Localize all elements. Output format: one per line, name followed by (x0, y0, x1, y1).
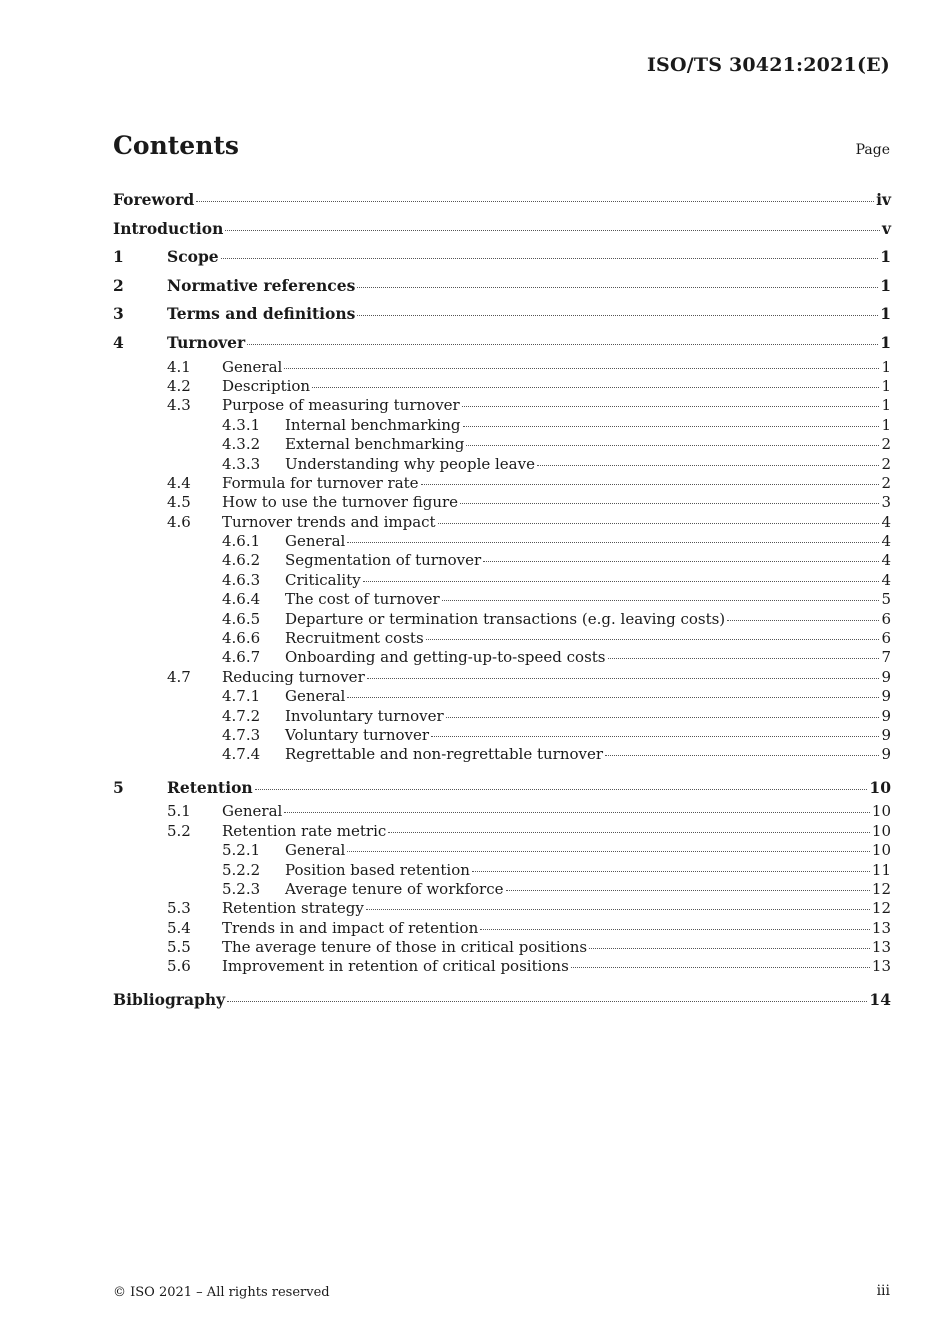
toc-entry-title: Voluntary turnover (285, 725, 430, 744)
contents-title: Contents (113, 131, 240, 160)
dot-leader (571, 966, 870, 968)
dot-leader (357, 286, 878, 288)
toc-entry-title: Normative references (167, 275, 356, 295)
toc-entry-page: 10 (871, 841, 891, 860)
dot-leader (388, 831, 870, 833)
dot-leader (438, 522, 880, 524)
table-of-contents (113, 186, 891, 1014)
toc-entry-page: 1 (881, 357, 891, 376)
toc-entry-title: Foreword (113, 190, 195, 209)
toc-entry-page: 10 (871, 821, 891, 840)
toc-entry-title: General (222, 357, 283, 376)
toc-entry[interactable] (113, 629, 891, 648)
toc-entry-title: Involuntary turnover (285, 706, 444, 725)
toc-entry-title: External benchmarking (285, 435, 465, 454)
toc-entry-title: Scope (167, 247, 219, 267)
toc-entry-title: Turnover (167, 332, 246, 352)
toc-entry[interactable] (113, 243, 891, 272)
toc-entry-title: Retention (167, 777, 253, 797)
toc-entry-number: 2 (113, 275, 124, 295)
toc-entry-number: 5.2.2 (222, 860, 261, 879)
dot-leader (727, 619, 879, 621)
toc-entry-page: 9 (881, 667, 891, 686)
toc-entry-title: The cost of turnover (285, 590, 440, 609)
toc-entry-number: 5 (113, 777, 124, 797)
toc-entry-page: 14 (869, 989, 891, 1009)
toc-entry-page: 6 (881, 609, 891, 628)
toc-entry[interactable] (113, 377, 891, 396)
dot-leader (225, 229, 880, 231)
toc-entry-title: Bibliography (113, 989, 226, 1009)
toc-entry-number: 4.7.4 (222, 745, 261, 764)
toc-entry[interactable] (113, 571, 891, 590)
toc-entry-page: v (881, 218, 891, 238)
toc-entry-title: Onboarding and getting-up-to-speed costs (285, 648, 606, 667)
toc-entry-title: Description (222, 376, 311, 395)
dot-leader (196, 200, 874, 202)
toc-entry-title: General (285, 532, 346, 551)
toc-entry-page: 6 (881, 629, 891, 648)
toc-entry-number: 4.7.1 (222, 687, 261, 706)
toc-entry[interactable] (113, 707, 891, 726)
dot-leader (463, 425, 880, 427)
dot-leader (347, 541, 879, 543)
dot-leader (608, 657, 880, 659)
toc-entry-number: 4.5 (167, 493, 191, 512)
toc-entry-page: 1 (881, 376, 891, 395)
dot-leader (537, 464, 879, 466)
toc-entry-page: 1 (880, 332, 891, 352)
toc-entry-page: 11 (871, 860, 891, 879)
toc-entry-page: iv (876, 190, 891, 209)
toc-entry[interactable] (113, 957, 891, 976)
toc-entry-number: 5.1 (167, 802, 191, 821)
toc-entry-number: 4.7 (167, 667, 191, 686)
dot-leader (446, 716, 880, 718)
dot-leader (466, 444, 879, 446)
dot-leader (221, 257, 879, 259)
toc-entry-number: 4.7.3 (222, 725, 261, 744)
dot-leader (442, 599, 880, 601)
dot-leader (589, 947, 870, 949)
dot-leader (483, 560, 879, 562)
dot-leader (462, 405, 880, 407)
dot-leader (460, 502, 879, 504)
dot-leader (312, 386, 879, 388)
toc-entry-page: 4 (881, 532, 891, 551)
toc-entry-page: 1 (881, 415, 891, 434)
dot-leader (363, 580, 880, 582)
toc-entry[interactable] (113, 272, 891, 301)
toc-entry-title: Formula for turnover rate (222, 473, 419, 492)
toc-entry[interactable] (113, 590, 891, 609)
toc-entry-number: 5.6 (167, 957, 191, 976)
toc-entry-title: Introduction (113, 218, 224, 238)
toc-entry-page: 10 (869, 777, 891, 797)
toc-entry[interactable] (113, 802, 891, 821)
toc-entry[interactable] (113, 551, 891, 570)
toc-entry-page: 9 (881, 687, 891, 706)
toc-entry-title: Departure or termination transactions (e.g. leaving costs) (285, 609, 726, 628)
toc-entry-number: 4.7.2 (222, 706, 261, 725)
dot-leader (426, 638, 880, 640)
toc-entry-number: 4 (113, 332, 124, 352)
toc-entry-page: 13 (871, 918, 891, 937)
toc-entry[interactable] (113, 186, 891, 215)
toc-entry-title: General (285, 687, 346, 706)
dot-leader (227, 1000, 867, 1002)
toc-entry-page: 9 (881, 725, 891, 744)
toc-entry-number: 4.6.3 (222, 570, 261, 589)
dot-leader (366, 908, 870, 910)
toc-entry[interactable] (113, 358, 891, 377)
document-id: ISO/TS 30421:2021(E) (646, 54, 890, 76)
toc-entry-page: 9 (881, 745, 891, 764)
dot-leader (284, 811, 870, 813)
toc-entry-number: 4.3.3 (222, 454, 261, 473)
dot-leader (421, 483, 880, 485)
dot-leader (357, 314, 878, 316)
toc-entry[interactable] (113, 532, 891, 551)
toc-entry-title: How to use the turnover figure (222, 493, 459, 512)
toc-entry-page: 12 (871, 899, 891, 918)
toc-entry-title: Regrettable and non-regrettable turnover (285, 745, 604, 764)
toc-entry-title: Retention rate metric (222, 821, 387, 840)
toc-entry-page: 7 (881, 648, 891, 667)
toc-entry-title: General (222, 802, 283, 821)
toc-entry-number: 4.6 (167, 512, 191, 531)
toc-entry-page: 5 (881, 590, 891, 609)
toc-entry-title: General (285, 841, 346, 860)
toc-entry-title: Position based retention (285, 860, 470, 879)
toc-entry-number: 3 (113, 304, 124, 324)
toc-entry-number: 4.6.6 (222, 629, 261, 648)
toc-entry-number: 4.6.7 (222, 648, 261, 667)
toc-entry-title: Trends in and impact of retention (222, 918, 479, 937)
toc-entry-title: Turnover trends and impact (222, 512, 436, 531)
dot-leader (367, 677, 880, 679)
dot-leader (506, 889, 870, 891)
toc-entry-title: The average tenure of those in critical positions (222, 938, 588, 957)
toc-entry-title: Average tenure of workforce (285, 879, 504, 898)
toc-entry[interactable] (113, 861, 891, 880)
toc-entry-page: 3 (881, 493, 891, 512)
toc-entry-page: 4 (881, 512, 891, 531)
toc-entry-page: 10 (871, 802, 891, 821)
toc-entry[interactable] (113, 919, 891, 938)
toc-entry[interactable] (113, 822, 891, 841)
toc-entry[interactable] (113, 416, 891, 435)
toc-entry-number: 4.2 (167, 376, 191, 395)
toc-entry[interactable] (113, 986, 891, 1015)
dot-leader (605, 754, 879, 756)
toc-entry-page: 4 (881, 551, 891, 570)
toc-entry[interactable] (113, 329, 891, 358)
toc-entry-number: 5.2.3 (222, 879, 261, 898)
toc-entry-title: Internal benchmarking (285, 415, 461, 434)
toc-entry-number: 5.2 (167, 821, 191, 840)
toc-entry[interactable] (113, 455, 891, 474)
dot-leader (284, 367, 879, 369)
toc-entry-title: Terms and definitions (167, 304, 356, 324)
dot-leader (255, 788, 868, 790)
toc-entry-page: 1 (880, 275, 891, 295)
toc-entry-title: Criticality (285, 570, 361, 589)
toc-entry[interactable] (113, 215, 891, 244)
toc-entry[interactable] (113, 513, 891, 532)
dot-leader (347, 696, 879, 698)
toc-entry[interactable] (113, 435, 891, 454)
toc-entry-number: 4.4 (167, 473, 191, 492)
toc-entry[interactable] (113, 899, 891, 918)
toc-entry[interactable] (113, 774, 891, 803)
dot-leader (480, 928, 870, 930)
toc-entry-page: 13 (871, 938, 891, 957)
toc-entry-page: 9 (881, 706, 891, 725)
toc-entry[interactable] (113, 668, 891, 687)
toc-entry-number: 5.5 (167, 938, 191, 957)
toc-entry-page: 4 (881, 570, 891, 589)
dot-leader (347, 850, 870, 852)
toc-entry-page: 1 (880, 247, 891, 267)
page-column-label: Page (855, 142, 890, 158)
toc-entry-title: Purpose of measuring turnover (222, 396, 460, 415)
toc-entry-title: Segmentation of turnover (285, 551, 482, 570)
toc-entry-page: 2 (881, 454, 891, 473)
toc-entry-number: 5.4 (167, 918, 191, 937)
toc-entry-number: 4.6.4 (222, 590, 261, 609)
toc-entry[interactable] (113, 610, 891, 629)
toc-entry-number: 4.1 (167, 357, 191, 376)
toc-entry-title: Understanding why people leave (285, 454, 535, 473)
copyright-notice: © ISO 2021 – All rights reserved (113, 1285, 330, 1300)
toc-entry-page: 2 (881, 435, 891, 454)
toc-entry[interactable] (113, 687, 891, 706)
toc-entry-title: Recruitment costs (285, 629, 424, 648)
toc-entry[interactable] (113, 396, 891, 415)
dot-leader (472, 870, 870, 872)
toc-entry-number: 4.6.1 (222, 532, 261, 551)
toc-entry[interactable] (113, 938, 891, 957)
toc-entry-number: 4.6.5 (222, 609, 261, 628)
toc-entry-number: 5.3 (167, 899, 191, 918)
toc-entry-title: Reducing turnover (222, 667, 365, 686)
toc-entry-number: 4.3.1 (222, 415, 261, 434)
toc-entry-number: 1 (113, 247, 124, 267)
toc-entry-number: 5.2.1 (222, 841, 261, 860)
toc-entry[interactable] (113, 300, 891, 329)
toc-entry-page: 13 (871, 957, 891, 976)
toc-entry-page: 1 (880, 304, 891, 324)
toc-entry-number: 4.3 (167, 396, 191, 415)
dot-leader (247, 343, 878, 345)
toc-entry-title: Retention strategy (222, 899, 364, 918)
toc-entry[interactable] (113, 726, 891, 745)
toc-entry-number: 4.3.2 (222, 435, 261, 454)
toc-entry[interactable] (113, 493, 891, 512)
toc-entry[interactable] (113, 474, 891, 493)
toc-entry-page: 2 (881, 473, 891, 492)
dot-leader (431, 735, 879, 737)
toc-entry-title: Improvement in retention of critical positions (222, 957, 569, 976)
toc-entry-page: 1 (881, 396, 891, 415)
toc-entry-page: 12 (871, 879, 891, 898)
toc-entry[interactable] (113, 841, 891, 860)
page-number: iii (876, 1283, 890, 1299)
toc-entry-number: 4.6.2 (222, 551, 261, 570)
toc-entry[interactable] (113, 648, 891, 667)
toc-entry[interactable] (113, 880, 891, 899)
toc-entry[interactable] (113, 745, 891, 764)
